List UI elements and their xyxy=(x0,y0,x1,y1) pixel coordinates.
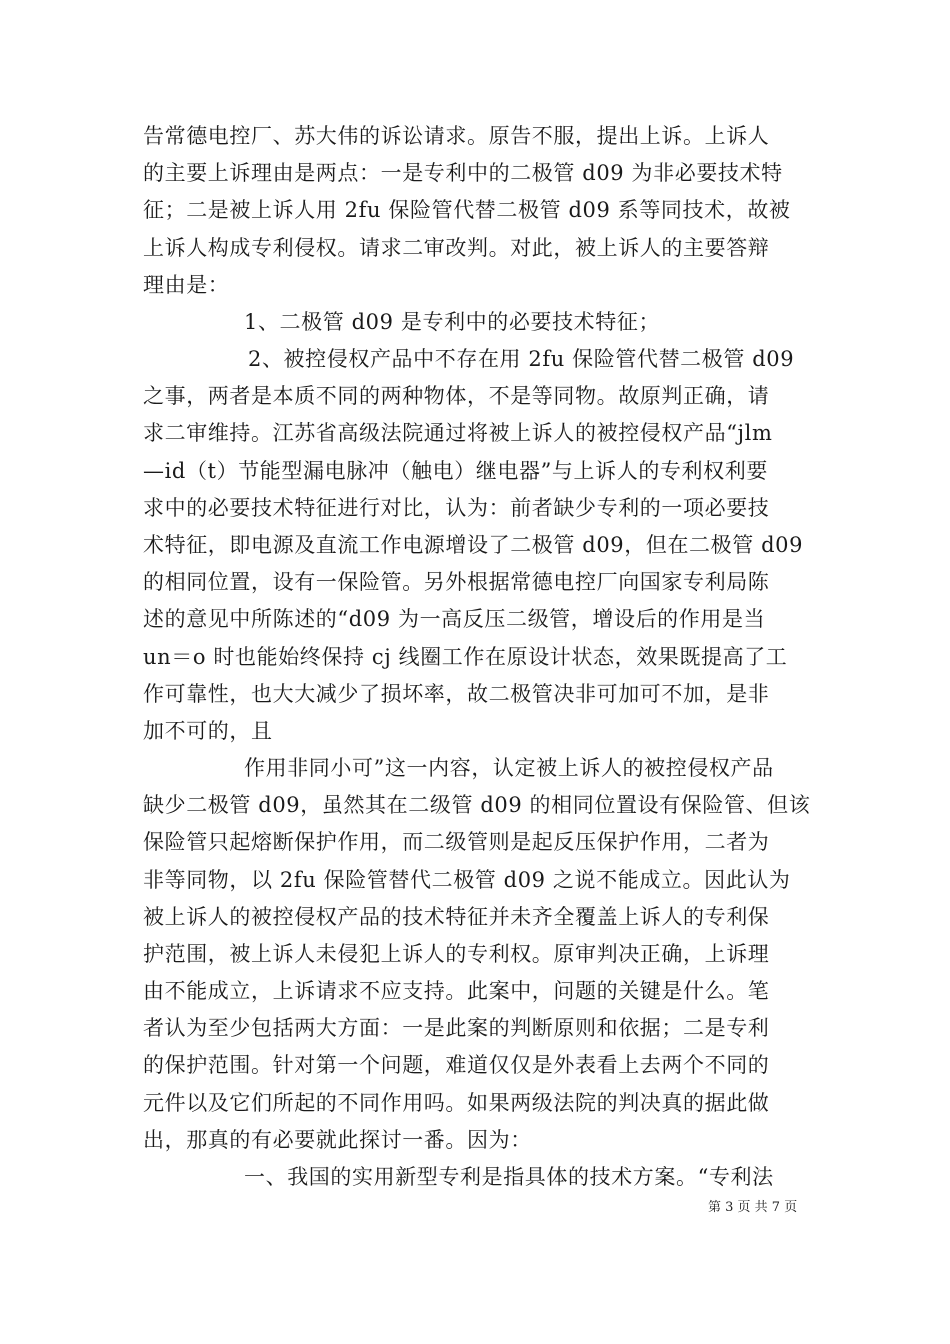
text-line: 者认为至少包括两大方面：一是此案的判断原则和依据；二是专利 xyxy=(143,1016,770,1040)
page-number-footer: 第 3 页 共 7 页 xyxy=(708,1200,798,1215)
text-line: 一、我国的实用新型专利是指具体的技术方案。“专利法 xyxy=(244,1165,774,1189)
text-line: 加不可的，且 xyxy=(143,719,273,743)
text-line: 求中的必要技术特征进行对比，认为：前者缺少专利的一项必要技 xyxy=(143,496,770,520)
text-line: 非等同物，以 2fu 保险管替代二极管 d09 之说不能成立。因此认为 xyxy=(143,868,791,892)
text-line: 缺少二极管 d09，虽然其在二级管 d09 的相同位置设有保险管、但该 xyxy=(143,793,811,817)
text-line: 之事，两者是本质不同的两种物体，不是等同物。故原判正确，请 xyxy=(143,384,770,408)
text-line: 元件以及它们所起的不同作用吗。如果两级法院的判决真的据此做 xyxy=(143,1091,770,1115)
text-line: —id（t）节能型漏电脉冲（触电）继电器”与上诉人的专利权利要 xyxy=(143,459,768,483)
text-line: 作可靠性，也大大减少了损坏率，故二极管决非可加可不加，是非 xyxy=(143,682,770,706)
text-line: 护范围，被上诉人未侵犯上诉人的专利权。原审判决正确，上诉理 xyxy=(143,942,770,966)
text-line: 作用非同小可”这一内容，认定被上诉人的被控侵权产品 xyxy=(244,756,774,780)
list-item-1: 1、二极管 d09 是专利中的必要技术特征； xyxy=(244,310,661,334)
text-line: 的保护范围。针对第一个问题，难道仅仅是外表看上去两个不同的 xyxy=(143,1053,770,1077)
text-line: 理由是： xyxy=(143,273,230,297)
text-line: 由不能成立，上诉请求不应支持。此案中，问题的关键是什么。笔 xyxy=(143,979,770,1003)
text-line: 上诉人构成专利侵权。请求二审改判。对此，被上诉人的主要答辩 xyxy=(143,236,770,260)
text-line: 告常德电控厂、苏大伟的诉讼请求。原告不服，提出上诉。上诉人 xyxy=(143,124,770,148)
text-line: 求二审维持。江苏省高级法院通过将被上诉人的被控侵权产品“jlm xyxy=(143,421,773,445)
text-line: 术特征，即电源及直流工作电源增设了二极管 d09，但在二极管 d09 xyxy=(143,533,804,557)
list-item-2: 2、被控侵权产品中不存在用 2fu 保险管代替二极管 d09 xyxy=(248,347,795,371)
text-line: 保险管只起熔断保护作用，而二级管则是起反压保护作用，二者为 xyxy=(143,830,770,854)
text-line: un＝o 时也能始终保持 cj 线圈工作在原设计状态，效果既提高了工 xyxy=(143,645,788,669)
text-line: 述的意见中所陈述的“d09 为一高反压二级管，增设后的作用是当 xyxy=(143,607,766,631)
text-line: 出，那真的有必要就此探讨一番。因为： xyxy=(143,1128,532,1152)
text-line: 的主要上诉理由是两点：一是专利中的二极管 d09 为非必要技术特 xyxy=(143,161,783,185)
text-line: 的相同位置，设有一保险管。另外根据常德电控厂向国家专利局陈 xyxy=(143,570,770,594)
text-line: 被上诉人的被控侵权产品的技术特征并未齐全覆盖上诉人的专利保 xyxy=(143,905,770,929)
text-line: 征；二是被上诉人用 2fu 保险管代替二极管 d09 系等同技术，故被 xyxy=(143,198,791,222)
